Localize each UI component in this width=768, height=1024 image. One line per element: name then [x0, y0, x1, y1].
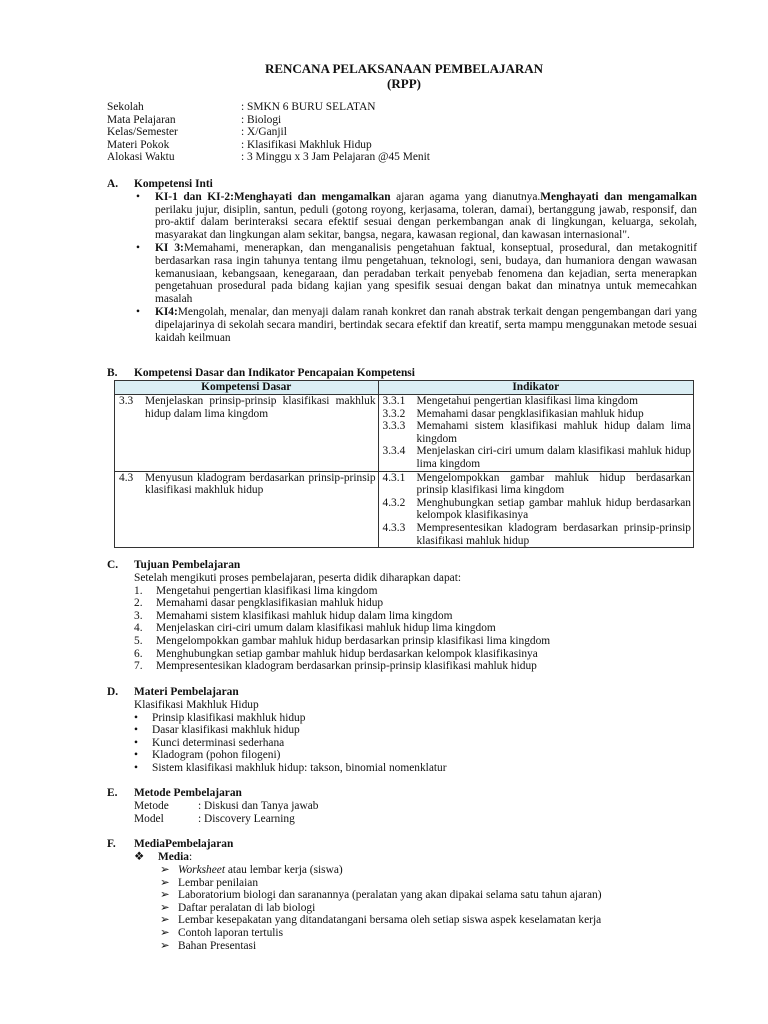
list-item: 4. Menjelaskan ciri-ciri umum dalam klasifikasi mahluk hidup lima kingdom [134, 622, 496, 635]
ki-item-3: • KI 3:Memahami, menerapkan, dan menganalisis pengetahuan faktual, konseptual, prosedural, dan metakognitif berdasarkan rasa ingin tahunya tentang ilmu pengetahuan, teknologi, seni, budaya, dan humaniora dengan wawasan kemanusiaan, kebangsaan, kenegaraan, dan peradaban terkait penyebab fenomena dan kejadian, serta menerapkan pengetahuan prosedural pada bidang kajian yang spesifik sesuai dengan bakat dan minatnya untuk memecahkan masalah [136, 242, 697, 305]
list-item: • Kladogram (pohon filogeni) [134, 749, 281, 762]
indicator-item: 3.3.3 Memahami sistem klasifikasi mahluk hidup dalam lima kingdom [382, 420, 691, 445]
arrow-bullet-icon: ➢ [160, 901, 170, 914]
list-item: ➢ Laboratorium biologi dan saranannya (peralatan yang akan dipakai selama satu tahun ajaran) [160, 889, 602, 902]
document-title [0, 61, 768, 91]
indicator-item: 4.3.3 Mempresentesikan kladogram berdasarkan prinsip-prinsip klasifikasi mahluk hidup [382, 521, 691, 547]
diamond-bullet-icon: ❖ [134, 851, 145, 863]
section-b-heading: B. Kompetensi Dasar dan Indikator Pencapaian Kompetensi [107, 367, 415, 379]
tujuan-list [134, 572, 550, 673]
arrow-bullet-icon: ➢ [160, 864, 170, 876]
list-item: ➢ Contoh laporan tertulis [160, 926, 284, 939]
arrow-bullet-icon: ➢ [160, 876, 170, 889]
table-row [115, 471, 694, 548]
list-item: 3. Memahami sistem klasifikasi mahluk hidup dalam lima kingdom [134, 609, 453, 622]
section-c-heading: C. Tujuan Pembelajaran [107, 559, 241, 571]
list-item: 1. Mengetahui pengertian klasifikasi lima kingdom [134, 584, 378, 597]
info-row: Alokasi Waktu : 3 Minggu x 3 Jam Pelajaran @45 Menit [107, 151, 430, 164]
bullet-icon: • [136, 242, 140, 255]
table-header-row [115, 381, 694, 395]
bullet-icon: • [136, 306, 140, 319]
list-item: 2. Memahami dasar pengklasifikasian mahluk hidup [134, 597, 384, 610]
list-item: ➢ Lembar penilaian [160, 876, 259, 889]
list-item: 6. Menghubungkan setiap gambar mahluk hidup berdasarkan kelompok klasifikasinya [134, 647, 538, 660]
list-item: • Sistem klasifikasi makhluk hidup: takson, binomial nomenklatur [134, 761, 447, 774]
section-d-heading: D. Materi Pembelajaran [107, 686, 239, 698]
indicator-item: 3.3.4 Menjelaskan ciri-ciri umum dalam klasifikasi mahluk hidup lima kingdom [382, 445, 691, 470]
title-line-2: (RPP) [387, 76, 421, 91]
indicator-item: 4.3.1 Mengelompokkan gambar mahluk hidup berdasarkan prinsip klasifikasi lima kingdom [382, 471, 691, 497]
info-row: Kelas/Semester : X/Ganjil [107, 126, 287, 139]
bullet-icon: • [134, 736, 138, 749]
kd-cell: 4.3 Menyusun kladogram berdasarkan prinsip-prinsip klasifikasi makhluk hidup [119, 471, 376, 497]
metode-row: Metode : Diskusi dan Tanya jawab [134, 800, 319, 812]
indicator-item: 3.3.2 Memahami dasar pengklasifikasian mahluk hidup [382, 407, 644, 420]
arrow-bullet-icon: ➢ [160, 889, 170, 902]
kompetensi-inti-list [134, 191, 697, 345]
bullet-icon: • [134, 749, 138, 762]
bullet-icon: • [136, 191, 140, 203]
bullet-icon: • [134, 711, 138, 724]
bullet-icon: • [134, 724, 138, 737]
arrow-bullet-icon: ➢ [160, 926, 170, 939]
media-heading: ❖ Media : [134, 851, 193, 863]
table-row [115, 395, 694, 472]
col-header-kd: Kompetensi Dasar [115, 381, 379, 395]
col-header-indikator: Indikator [378, 381, 693, 395]
identity-block [107, 101, 430, 164]
metode-block [134, 800, 318, 825]
tujuan-intro: Setelah mengikuti proses pembelajaran, peserta didik diharapkan dapat: [134, 572, 462, 584]
list-item: 7. Mempresentesikan kladogram berdasarkan prinsip-prinsip klasifikasi mahluk hidup [134, 660, 537, 673]
bullet-icon: • [134, 761, 138, 774]
arrow-bullet-icon: ➢ [160, 939, 170, 952]
list-item: ➢ Bahan Presentasi [160, 939, 257, 952]
ki-item-1: • KI-1 dan KI-2:Menghayati dan mengamalkan ajaran agama yang dianutnya.Menghayati dan mengamalkan perilaku jujur, disiplin, santun, peduli (gotong royong, kerjasama, toleran, damai), bertanggung jawab, responsif, dan pro-aktif dalam berinteraksi secara efektif sesuai dengan perkembangan anak di lingkungan, keluarga, sekolah, masyarakat dan lingkungan alam sekitar, bangsa, negara, kawasan regional, dan kawasan internasional". [136, 191, 697, 241]
info-row: Sekolah : SMKN 6 BURU SELATAN [107, 101, 376, 113]
model-row: Model : Discovery Learning [134, 812, 295, 825]
indicator-item: 3.3.1 Mengetahui pengertian klasifikasi lima kingdom [382, 395, 638, 407]
indicator-item: 4.3.2 Menghubungkan setiap gambar mahluk hidup berdasarkan kelompok klasifikasinya [382, 496, 691, 522]
kd-indikator-table [114, 380, 694, 548]
info-row: Materi Pokok : Klasifikasi Makhluk Hidup [107, 138, 372, 151]
section-f-heading: F. MediaPembelajaran [107, 838, 234, 850]
list-item: ➢ Lembar kesepakatan yang ditandatangani bersama oleh setiap siswa aspek keselamatan kerja [160, 914, 602, 927]
kd-cell: 3.3 Menjelaskan prinsip-prinsip klasifikasi makhluk hidup dalam lima kingdom [119, 395, 376, 420]
list-item: ➢ Worksheet atau lembar kerja (siswa) [160, 864, 343, 876]
materi-list [134, 699, 447, 775]
list-item: • Prinsip klasifikasi makhluk hidup [134, 711, 306, 724]
arrow-bullet-icon: ➢ [160, 914, 170, 927]
info-row: Mata Pelajaran : Biologi [107, 113, 282, 126]
list-item: 5. Mengelompokkan gambar mahluk hidup berdasarkan prinsip klasifikasi lima kingdom [134, 634, 551, 647]
ki-item-4: • KI4:Mengolah, menalar, dan menyaji dalam ranah konkret dan ranah abstrak terkait dengan pengembangan dari yang dipelajarinya di sekolah secara mandiri, bertindak secara efektif dan kreatif, serta mampu menggunakan metode sesuai kaidah keilmuan [136, 306, 697, 344]
list-item: ➢ Daftar peralatan di lab biologi [160, 901, 316, 914]
section-a-heading: A. Kompetensi Inti [107, 178, 213, 190]
section-e-heading: E. Metode Pembelajaran [107, 787, 242, 799]
list-item: • Dasar klasifikasi makhluk hidup [134, 724, 300, 737]
materi-intro: Klasifikasi Makhluk Hidup [134, 699, 259, 711]
title-line-1: RENCANA PELAKSANAAN PEMBELAJARAN [264, 61, 544, 76]
media-list [160, 864, 602, 952]
list-item: • Kunci determinasi sederhana [134, 736, 285, 749]
